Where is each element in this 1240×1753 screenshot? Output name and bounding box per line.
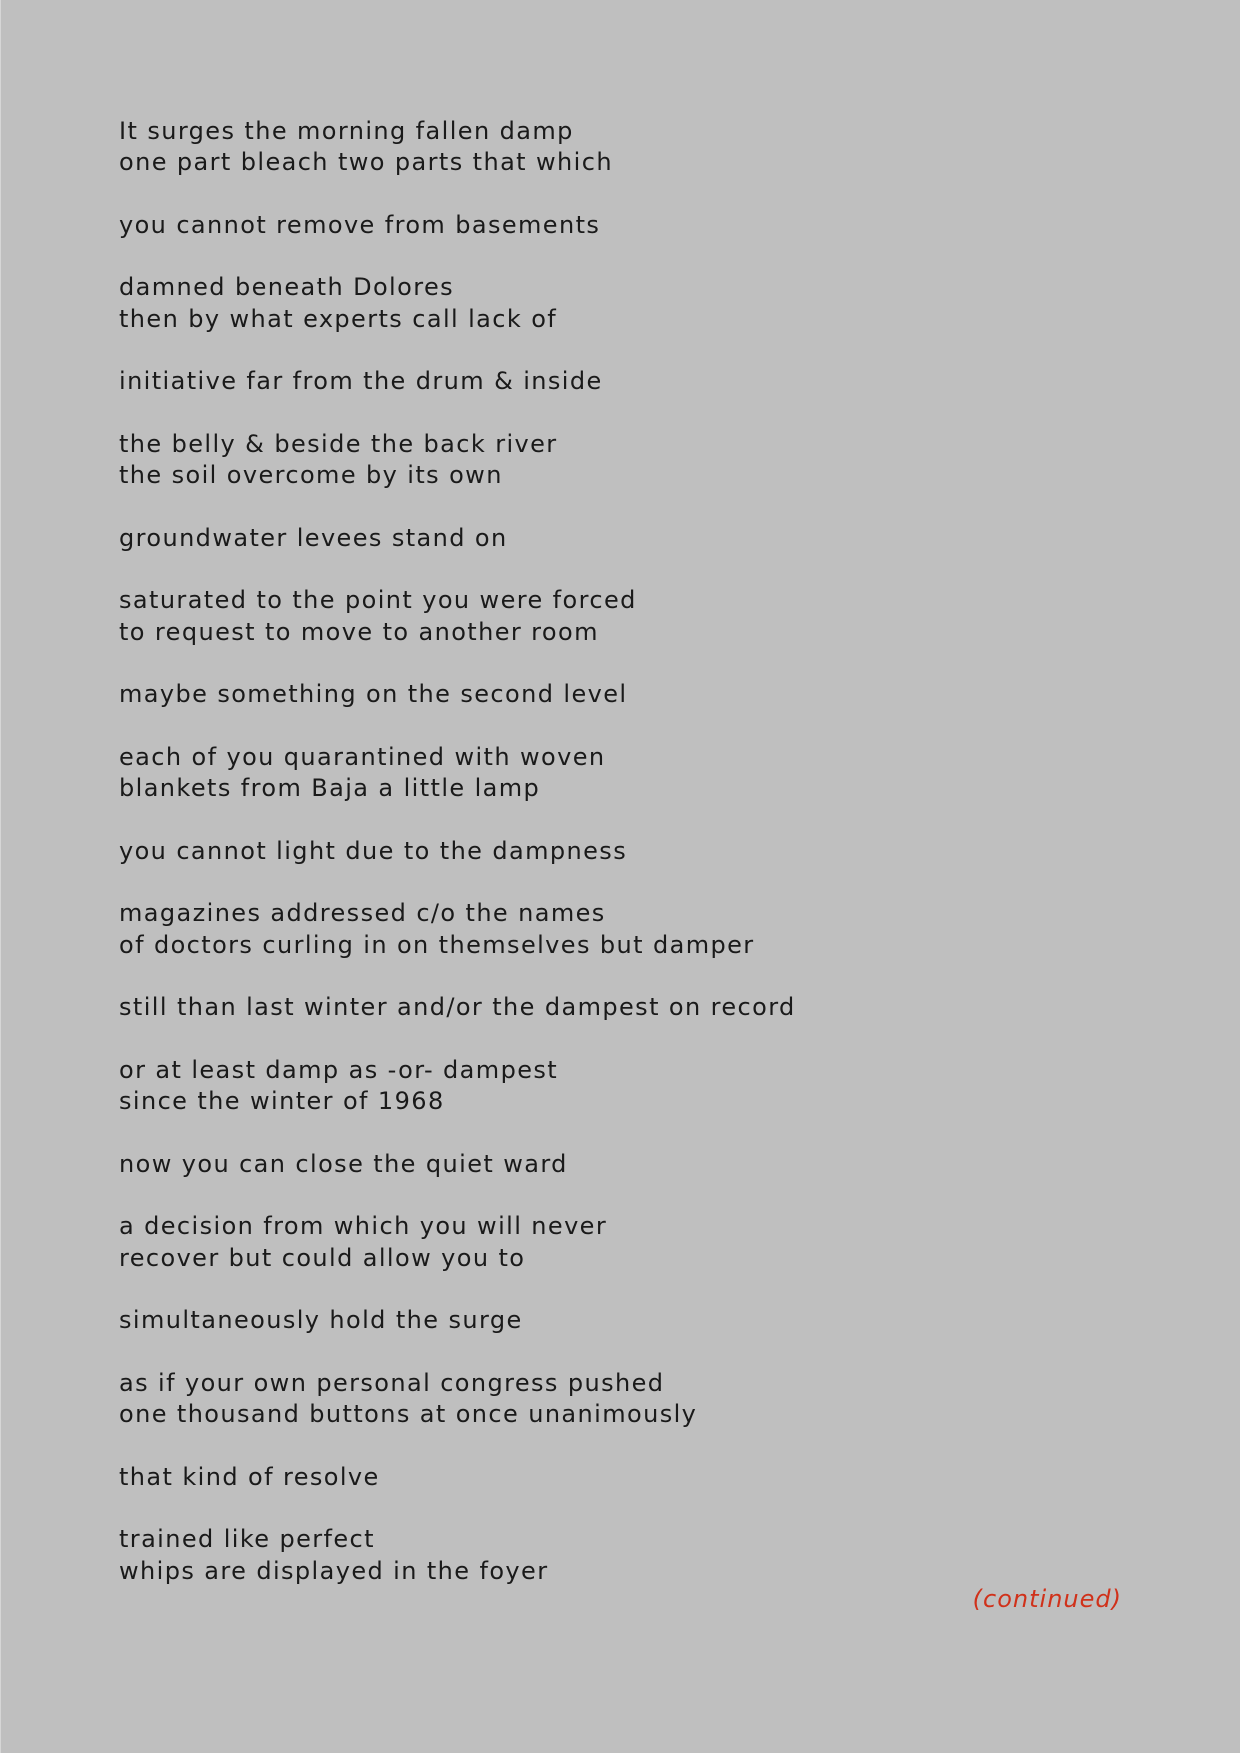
stanza-gap bbox=[119, 492, 1119, 523]
stanza-gap bbox=[119, 1118, 1119, 1149]
poem-line: each of you quarantined with woven bbox=[119, 742, 606, 771]
poem-line: one thousand buttons at once unanimously bbox=[119, 1400, 698, 1429]
stanza-gap bbox=[119, 867, 1119, 898]
poem-line: you cannot remove from basements bbox=[119, 210, 601, 239]
stanza-gap bbox=[119, 1024, 1119, 1055]
poem-line: saturated to the point you were forced bbox=[119, 586, 637, 615]
poem-line: groundwater levees stand on bbox=[119, 523, 508, 552]
stanza-gap bbox=[119, 805, 1119, 836]
poem-line: trained like perfect bbox=[119, 1525, 375, 1554]
poem-line: one part bleach two parts that which bbox=[119, 148, 613, 177]
poem-line: still than last winter and/or the dampest on record bbox=[119, 993, 796, 1022]
poem-line: you cannot light due to the dampness bbox=[119, 836, 628, 865]
poem-line: simultaneously hold the surge bbox=[119, 1306, 523, 1335]
stanza-gap bbox=[119, 961, 1119, 992]
stanza-gap bbox=[119, 711, 1119, 742]
poem-line: to request to move to another room bbox=[119, 617, 599, 646]
poem-line: as if your own personal congress pushed bbox=[119, 1368, 665, 1397]
poem-line: recover but could allow you to bbox=[119, 1243, 526, 1272]
poem-line: blankets from Baja a little lamp bbox=[119, 774, 541, 803]
poem-line: since the winter of 1968 bbox=[119, 1087, 445, 1116]
poem-line: that kind of resolve bbox=[119, 1462, 380, 1491]
poem-line: then by what experts call lack of bbox=[119, 304, 558, 333]
poem-line: damned beneath Dolores bbox=[119, 273, 455, 302]
poem-line: maybe something on the second level bbox=[119, 680, 628, 709]
stanza-gap bbox=[119, 241, 1119, 272]
stanza-gap bbox=[119, 1180, 1119, 1211]
stanza-gap bbox=[119, 1337, 1119, 1368]
stanza-gap bbox=[119, 1274, 1119, 1305]
poem-line: or at least damp as -or- dampest bbox=[119, 1055, 559, 1084]
stanza-gap bbox=[119, 335, 1119, 366]
stanza-gap bbox=[119, 648, 1119, 679]
stanza-gap bbox=[119, 179, 1119, 210]
poem-line: whips are displayed in the foyer bbox=[119, 1556, 549, 1585]
poem-line: the belly & beside the back river bbox=[119, 429, 558, 458]
stanza-gap bbox=[119, 1430, 1119, 1461]
poem-line: the soil overcome by its own bbox=[119, 461, 503, 490]
stanza-gap bbox=[119, 398, 1119, 429]
stanza-gap bbox=[119, 1493, 1119, 1524]
poem-line: a decision from which you will never bbox=[119, 1212, 608, 1241]
stanza-gap bbox=[119, 554, 1119, 585]
continued-label: (continued) bbox=[972, 1585, 1122, 1613]
poem-line: It surges the morning fallen damp bbox=[119, 117, 574, 145]
poem-body bbox=[119, 116, 1119, 1587]
poem-line: initiative far from the drum & inside bbox=[119, 367, 603, 396]
poem-line: of doctors curling in on themselves but damper bbox=[119, 930, 755, 959]
poem-line: now you can close the quiet ward bbox=[119, 1149, 568, 1178]
poem-line: magazines addressed c/o the names bbox=[119, 899, 606, 928]
